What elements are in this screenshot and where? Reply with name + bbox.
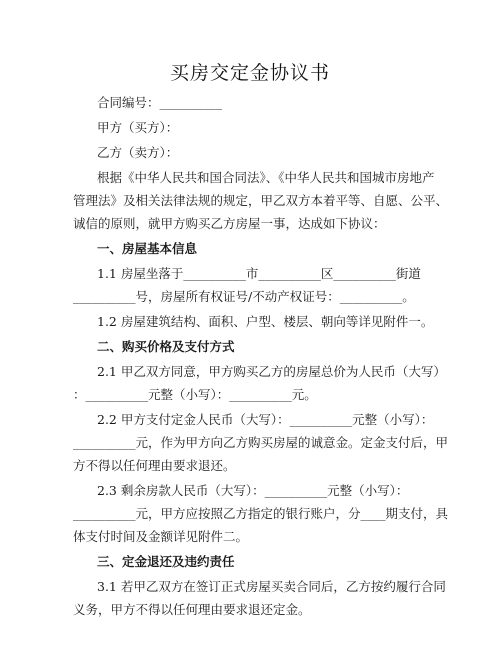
- section-3-line-2: 义务，甲方不得以任何理由要求退还定金。: [73, 602, 311, 617]
- document-title: 买房交定金协议书: [169, 62, 330, 84]
- contract-number-line: 合同编号：__________: [97, 95, 223, 110]
- section-2-line-1: 2.1 甲乙双方同意，甲方购买乙方的房屋总价为人民币（大写）: [97, 364, 446, 379]
- section-3-line-1: 3.1 若甲乙双方在签订正式房屋买卖合同后，乙方按约履行合同: [97, 579, 446, 594]
- section-heading-1: 一、房屋基本信息: [97, 241, 198, 256]
- section-heading-2: 二、购买价格及支付方式: [97, 339, 235, 354]
- section-2-line-5: 方不得以任何理由要求退还。: [73, 458, 236, 473]
- section-heading-3: 三、定金退还及违约责任: [97, 554, 235, 569]
- intro-line-3: 诚信的原则，就甲方购买乙方房屋一事，达成如下协议：: [73, 216, 386, 231]
- party-b-line: 乙方（卖方）：: [97, 145, 179, 160]
- party-a-line: 甲方（买方）：: [97, 120, 179, 135]
- section-2-line-7: __________元，甲方应按照乙方指定的银行账户，分____期支付，具: [73, 506, 449, 521]
- intro-line-2: 管理法》及相关法律法规的规定，甲乙双方本着平等、自愿、公平、: [73, 193, 449, 208]
- section-1-line-3: 1.2 房屋建筑结构、面积、户型、楼层、朝向等详见附件一。: [97, 314, 434, 329]
- section-2-line-2: ：__________元整（小写）：__________元。: [73, 387, 317, 402]
- section-2-line-4: __________元，作为甲方向乙方购买房屋的诚意金。定金支付后，甲: [73, 435, 449, 450]
- section-2-line-3: 2.2 甲方支付定金人民币（大写）：__________元整（小写）：: [97, 412, 434, 427]
- section-1-line-1: 1.1 房屋坐落于__________市__________区__________街道: [97, 266, 421, 281]
- intro-line-1: 根据《中华人民共和国合同法》、《中华人民共和国城市房地产: [97, 170, 435, 185]
- section-2-line-8: 体支付时间及金额详见附件二。: [73, 529, 249, 544]
- section-1-line-2: __________号，房屋所有权证号/不动产权证号：__________。: [73, 289, 415, 304]
- section-2-line-6: 2.3 剩余房款人民币（大写）：__________元整（小写）：: [97, 483, 409, 498]
